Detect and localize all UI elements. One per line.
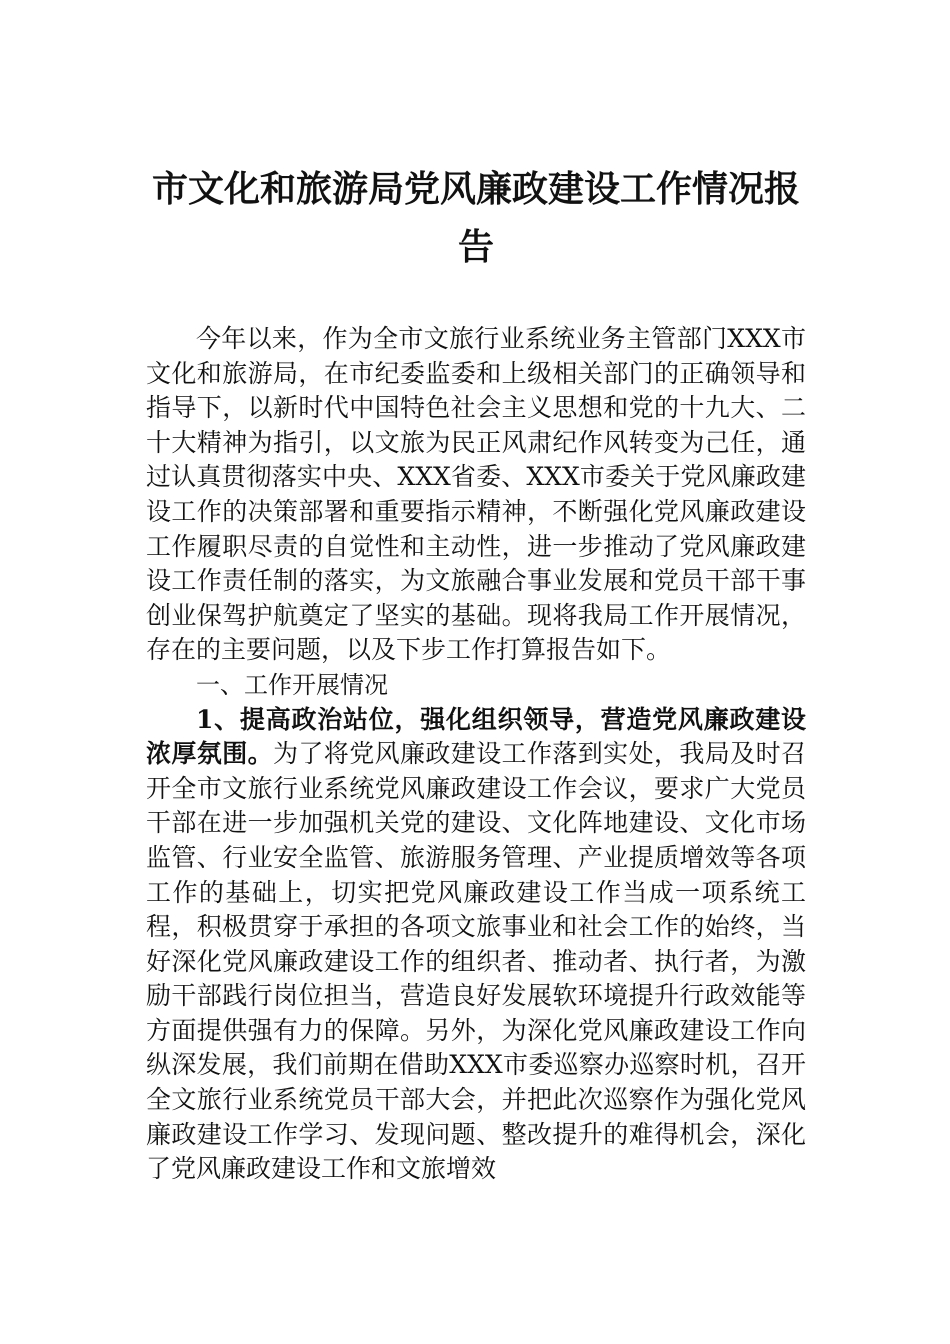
section-heading: 一、工作开展情况 xyxy=(196,670,388,699)
item-1-lead: 1、提高政治站位，强化组织领导，营造党风廉政建设浓厚氛围。 xyxy=(146,704,806,769)
item-1-paragraph xyxy=(146,703,806,1187)
intro-paragraph: 今年以来，作为全市文旅行业系统业务主管部门XXX市文化和旅游局，在市纪委监委和上级相关部门的正确领导和指导下，以新时代中国特色社会主义思想和党的十九大、二十大精神为指引，以文旅为民正风肃纪作风转变为己任，通过认真贯彻落实中央、XXX省委、XXX市委关于党风廉政建设工作的决策部署和重要指示精神，不断强化党风廉政建设工作履职尽责的自觉性和主动性，进一步推动了党风廉政建设工作责任制的落实，为文旅融合事业发展和党员干部干事创业保驾护航奠定了坚实的基础。现将我局工作开展情况，存在的主要问题，以及下步工作打算报告如下。 xyxy=(146,324,806,665)
document-title: 市文化和旅游局党风廉政建设工作情况报告 xyxy=(151,168,800,268)
item-1-text: 为了将党风廉政建设工作落到实处，我局及时召开全市文旅行业系统党风廉政建设工作会议，要求广大党员干部在进一步加强机关党的建设、文化阵地建设、文化市场监管、行业安全监管、旅游服务管理、产业提质增效等各项工作的基础上，切实把党风廉政建设工作当成一项系统工程，积极贯穿于承担的各项文旅事业和社会工作的始终，当好深化党风廉政建设工作的组织者、推动者、执行者，为激励干部践行岗位担当，营造良好发展软环境提升行政效能等方面提供强有力的保障。另外，为深化党风廉政建设工作向纵深发展，我们前期在借助XXX市委巡察办巡察时机，召开全文旅行业系统党员干部大会，并把此次巡察作为强化党风廉政建设工作学习、发现问题、整改提升的难得机会，深化了党风廉政建设工作和文旅增效 xyxy=(146,739,806,1184)
document-body xyxy=(146,322,806,1187)
